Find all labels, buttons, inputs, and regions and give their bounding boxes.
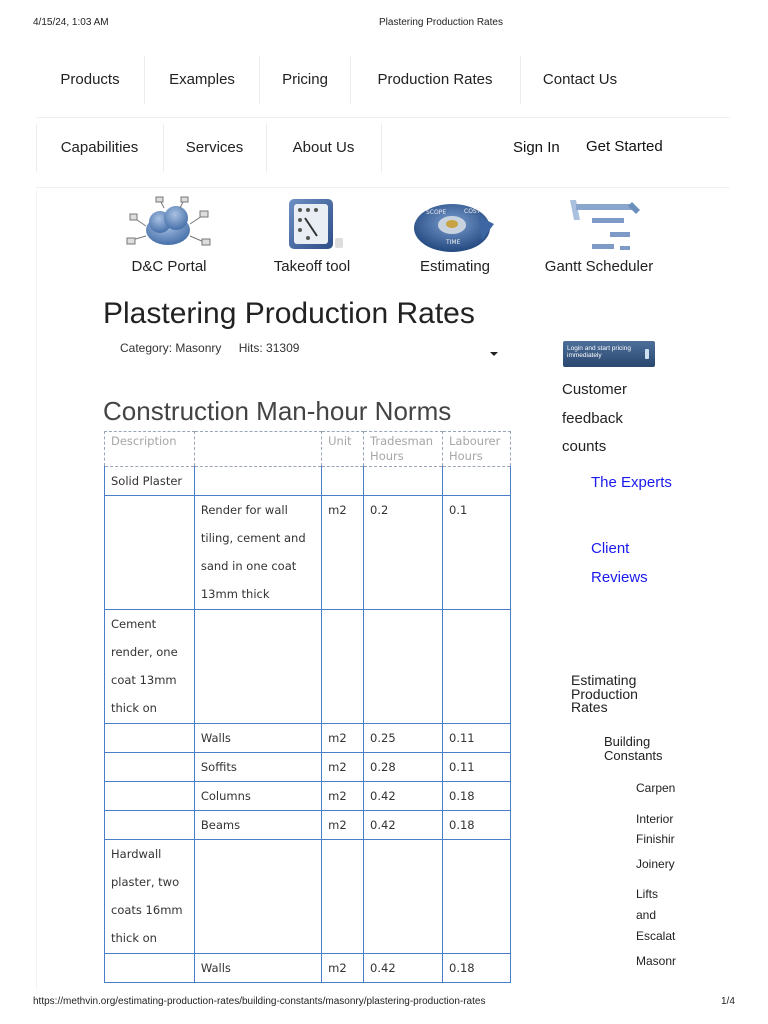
table-row [105, 811, 511, 840]
cell-tradesman: 0.42 [364, 811, 443, 840]
nav-contact-us[interactable]: Contact Us [542, 71, 618, 88]
get-started-link[interactable]: Get Started [586, 138, 663, 155]
cell-item [194, 467, 321, 496]
cell-description: Cement render, one coat 13mm thick on [105, 610, 195, 724]
cell-description: Solid Plaster [105, 467, 195, 496]
tool-label: D&C Portal [131, 258, 207, 275]
page-title: Plastering Production Rates [103, 297, 475, 330]
table-row [105, 467, 511, 496]
gantt-bars-icon [534, 196, 664, 256]
table-row [105, 496, 511, 610]
cell-description [105, 782, 195, 811]
cell-unit [322, 467, 364, 496]
cell-unit [322, 610, 364, 724]
top-nav-row-1 [36, 56, 730, 104]
cell-item: Render for wall tiling, cement and sand in one coat 13mm thick [194, 496, 321, 610]
feedback-heading: Customer feedback counts [562, 381, 628, 455]
chevron-down-icon[interactable] [490, 352, 498, 356]
cell-labourer: 0.11 [443, 724, 511, 753]
table-row [105, 753, 511, 782]
cell-description [105, 496, 195, 610]
cell-unit: m2 [322, 724, 364, 753]
table-row [105, 724, 511, 753]
sidebar-item-carpentry[interactable]: Carpen [636, 781, 676, 795]
nav-services[interactable]: Services [185, 139, 244, 156]
cell-tradesman: 0.2 [364, 496, 443, 610]
table-header-row [105, 432, 511, 467]
print-page-number: 1/4 [721, 996, 735, 1007]
production-rates-table [104, 431, 511, 983]
nav-pricing[interactable]: Pricing [282, 71, 328, 88]
cell-unit: m2 [322, 954, 364, 983]
cell-description [105, 811, 195, 840]
sidebar-item-interior-finishing[interactable]: Interior Finishir [636, 812, 675, 846]
col-tradesman-hours: Tradesman Hours [364, 432, 443, 467]
hits-count: Hits: 31309 [238, 341, 300, 355]
calculator-icon [247, 196, 377, 256]
svg-text:SCOPE: SCOPE [426, 209, 447, 216]
tool-gantt-scheduler[interactable] [534, 196, 664, 275]
cell-tradesman [364, 467, 443, 496]
sidebar-item-joinery[interactable]: Joinery [636, 857, 675, 871]
sidebar-estimating-production-rates[interactable]: Estimating Production Rates [571, 672, 638, 715]
svg-text:COST: COST [464, 208, 481, 215]
cell-tradesman [364, 840, 443, 954]
category-label: Category: Masonry [120, 341, 222, 355]
cell-tradesman: 0.25 [364, 724, 443, 753]
print-datetime: 4/15/24, 1:03 AM [33, 17, 109, 28]
tool-label: Estimating [419, 258, 491, 275]
info-icon [645, 349, 649, 359]
cell-tradesman: 0.28 [364, 753, 443, 782]
svg-text:TIME: TIME [446, 239, 461, 246]
cell-labourer: 0.1 [443, 496, 511, 610]
nav-examples[interactable]: Examples [169, 71, 235, 88]
sidebar-item-masonry[interactable]: Masonr [636, 954, 676, 968]
cell-item: Walls [194, 954, 321, 983]
cell-labourer [443, 610, 511, 724]
cell-labourer [443, 467, 511, 496]
cell-labourer: 0.18 [443, 954, 511, 983]
col-item [194, 432, 321, 467]
col-unit: Unit [322, 432, 364, 467]
cell-unit: m2 [322, 496, 364, 610]
cell-unit: m2 [322, 753, 364, 782]
sign-in-link[interactable]: Sign In [513, 139, 560, 156]
cloud-network-icon [104, 196, 234, 256]
tool-estimating[interactable] [390, 196, 520, 275]
nav-production-rates[interactable]: Production Rates [377, 71, 493, 88]
cell-description [105, 753, 195, 782]
cell-item [194, 610, 321, 724]
cell-item: Columns [194, 782, 321, 811]
cost-time-dial-icon [390, 196, 520, 256]
print-url: https://methvin.org/estimating-production-rates/building-constants/masonry/plastering-production-rates [33, 996, 486, 1007]
col-description: Description [105, 432, 195, 467]
tool-takeoff[interactable] [247, 196, 377, 275]
cell-tradesman: 0.42 [364, 782, 443, 811]
cell-unit [322, 840, 364, 954]
cell-tradesman [364, 610, 443, 724]
login-pricing-banner[interactable] [563, 341, 655, 367]
tool-label: Takeoff tool [273, 258, 351, 275]
cell-labourer: 0.18 [443, 811, 511, 840]
table-row [105, 782, 511, 811]
table-row [105, 954, 511, 983]
cell-item: Walls [194, 724, 321, 753]
nav-about-us[interactable]: About Us [292, 139, 355, 156]
cell-item: Beams [194, 811, 321, 840]
tool-label: Gantt Scheduler [544, 258, 654, 275]
section-title: Construction Man-hour Norms [103, 396, 452, 426]
cell-unit: m2 [322, 782, 364, 811]
sidebar-building-constants[interactable]: Building Constants [604, 734, 663, 763]
cell-item: Soffits [194, 753, 321, 782]
cell-description [105, 954, 195, 983]
cell-description [105, 724, 195, 753]
table-row [105, 610, 511, 724]
cell-labourer: 0.18 [443, 782, 511, 811]
cell-item [194, 840, 321, 954]
cell-labourer: 0.11 [443, 753, 511, 782]
tool-dc-portal[interactable] [104, 196, 234, 275]
login-banner-text: Login and start pricing immediately [567, 345, 631, 359]
nav-products[interactable]: Products [60, 71, 120, 88]
print-title: Plastering Production Rates [379, 17, 503, 28]
sidebar-item-lifts-escalators[interactable]: Lifts and Escalat [636, 887, 676, 943]
cell-description: Hardwall plaster, two coats 16mm thick on [105, 840, 195, 954]
cell-unit: m2 [322, 811, 364, 840]
article-meta [120, 341, 313, 355]
table-row [105, 840, 511, 954]
link-client-reviews[interactable]: Client Reviews [591, 540, 648, 586]
cell-labourer [443, 840, 511, 954]
nav-capabilities[interactable]: Capabilities [60, 139, 139, 156]
col-labourer-hours: Labourer Hours [443, 432, 511, 467]
link-the-experts[interactable]: The Experts [591, 474, 672, 491]
cell-tradesman: 0.42 [364, 954, 443, 983]
